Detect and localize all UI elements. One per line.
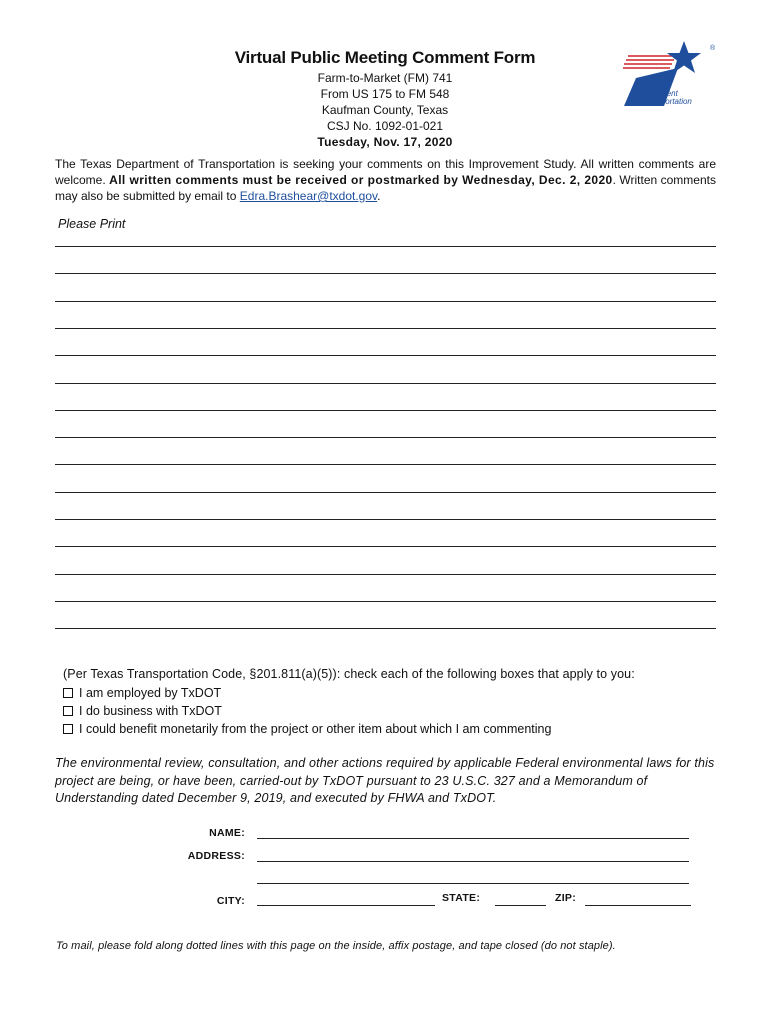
please-print-label: Please Print	[58, 217, 126, 231]
checkbox-label: I could benefit monetarily from the project or other item about which I am commenting	[79, 722, 552, 736]
email-link[interactable]: Edra.Brashear@txdot.gov	[239, 189, 378, 203]
checkbox-benefit[interactable]	[63, 722, 551, 736]
checkbox-employed[interactable]	[63, 686, 221, 700]
checkbox-box[interactable]	[63, 724, 73, 734]
intro-text-email-lead: . Written comments may also be submitted by email to	[55, 173, 716, 203]
project-county: Kaufman County, Texas	[321, 103, 449, 117]
checkbox-box[interactable]	[63, 688, 73, 698]
checkbox-label: I am employed by TxDOT	[79, 686, 222, 700]
state-label: STATE:	[442, 892, 481, 904]
form-title: Virtual Public Meeting Comment Form	[234, 48, 536, 67]
logo-text-department: Department	[636, 89, 678, 98]
txdot-logo	[620, 38, 720, 110]
intro-text: The Texas Department of Transportation is seeking your comments on this Improvement Study. All written comments are welcome.	[55, 157, 716, 187]
registered-mark: ®	[710, 45, 716, 52]
project-limits: From US 175 to FM 548	[320, 87, 450, 101]
city-field[interactable]	[257, 905, 435, 906]
environmental-statement: The environmental review, consultation, and other actions required by applicable Federal environmental laws for this project are being, or have been, carried-out by TxDOT pursuant to 23 U.S.C. 327 and a Memorandum of Understanding dated December 9, 2019, and executed by FHWA and TxDOT.	[55, 756, 715, 805]
comment-line[interactable]	[55, 628, 716, 629]
intro-period: .	[377, 189, 381, 203]
comment-line[interactable]	[55, 464, 716, 465]
address-field-line-2[interactable]	[257, 883, 689, 884]
txdot-star-icon	[620, 38, 720, 110]
state-field[interactable]	[495, 905, 546, 906]
comment-line[interactable]	[55, 492, 716, 493]
mailing-instructions: To mail, please fold along dotted lines with this page on the inside, affix postage, and tape closed (do not staple).	[56, 940, 616, 952]
checkbox-box[interactable]	[63, 706, 73, 716]
intro-paragraph	[55, 156, 716, 204]
comment-line[interactable]	[55, 246, 716, 247]
comment-line[interactable]	[55, 328, 716, 329]
comment-line[interactable]	[55, 574, 716, 575]
zip-label: ZIP:	[555, 892, 577, 904]
zip-field[interactable]	[585, 905, 691, 906]
deadline-text: All written comments must be received or postmarked by Wednesday, Dec. 2, 2020	[109, 173, 613, 187]
checkbox-label: I do business with TxDOT	[79, 704, 222, 718]
comment-line[interactable]	[55, 546, 716, 547]
project-csj: CSJ No. 1092-01-021	[326, 119, 444, 133]
checkbox-business[interactable]	[63, 704, 222, 718]
comment-line[interactable]	[55, 383, 716, 384]
comment-line[interactable]	[55, 437, 716, 438]
address-field[interactable]	[257, 861, 689, 862]
city-label: CITY:	[216, 895, 245, 907]
logo-text-texas: Texas	[640, 81, 662, 90]
logo-text-transportation: of Transportation	[632, 97, 692, 106]
comment-line[interactable]	[55, 301, 716, 302]
project-road: Farm-to-Market (FM) 741	[317, 71, 453, 85]
checkbox-instructions: (Per Texas Transportation Code, §201.811(a)(5)): check each of the following boxes that apply to you:	[63, 667, 635, 681]
meeting-date: Tuesday, Nov. 17, 2020	[317, 135, 453, 149]
name-field[interactable]	[257, 838, 689, 839]
comment-line[interactable]	[55, 410, 716, 411]
comment-line[interactable]	[55, 601, 716, 602]
comment-line[interactable]	[55, 519, 716, 520]
address-label: ADDRESS:	[187, 850, 245, 862]
comment-line[interactable]	[55, 355, 716, 356]
name-label: NAME:	[209, 827, 245, 839]
comment-line[interactable]	[55, 273, 716, 274]
